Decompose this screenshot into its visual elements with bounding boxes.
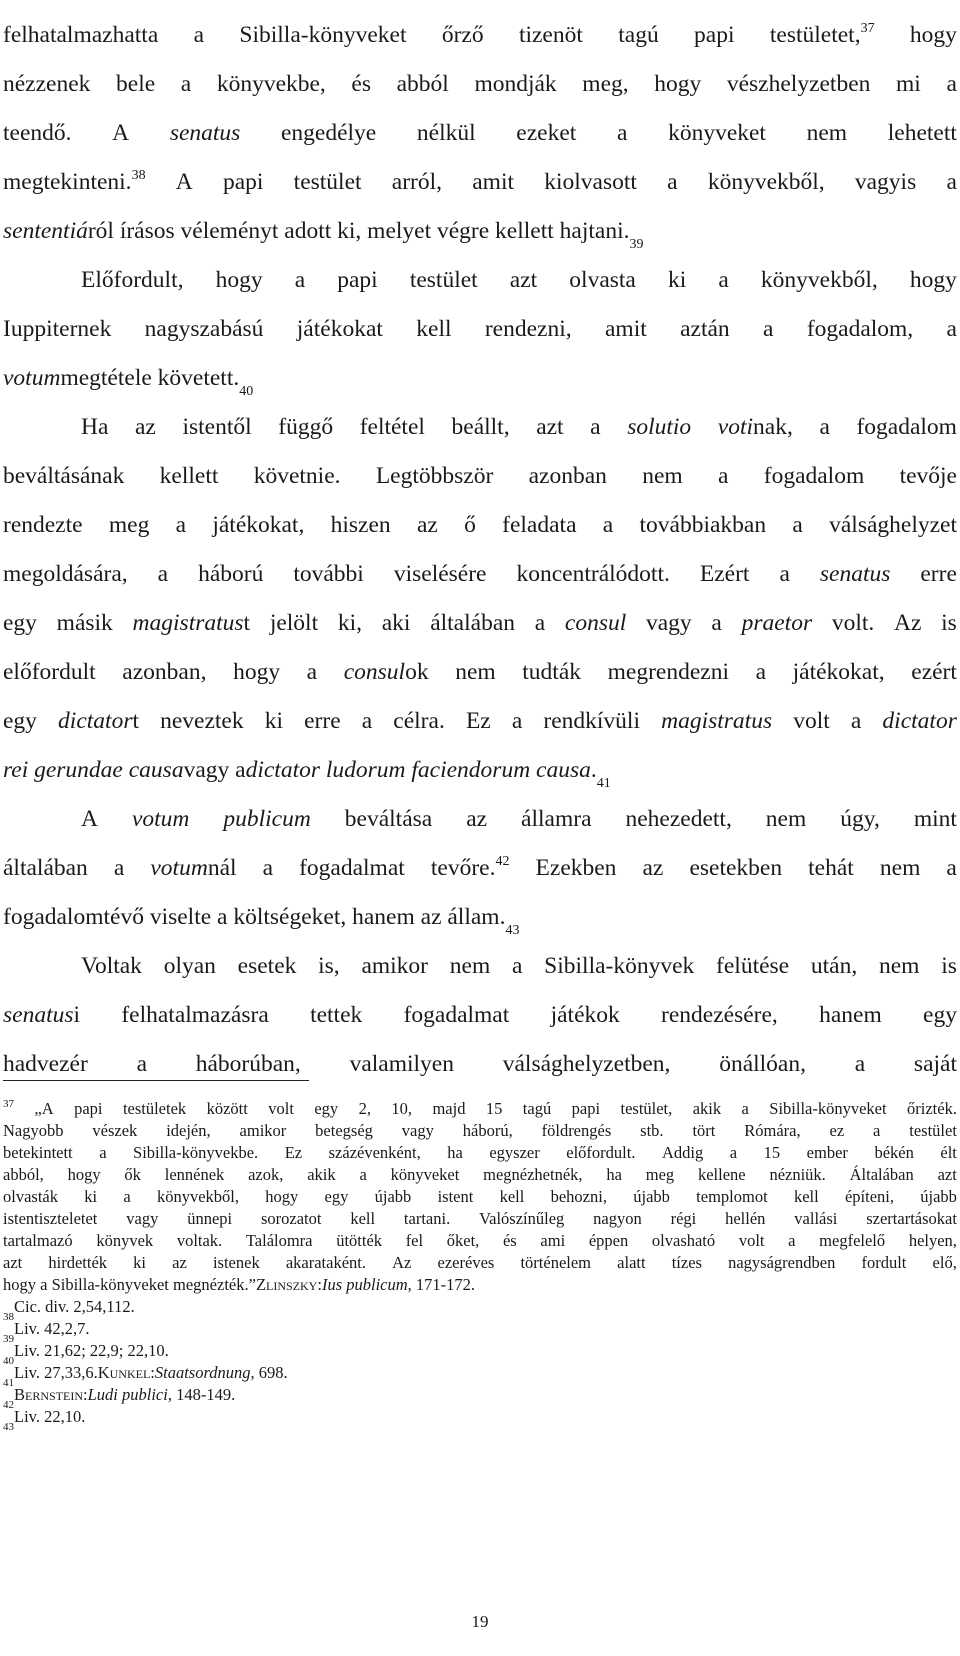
body-line: sententiá ról írásos véleményt adott ki, melyet végre kellett hajtani. 39 [3,218,644,252]
body-text [3,0,957,1078]
body-line: megoldására, a háború további viselésére koncentrálódott. Ezért a senatus erre [3,561,957,587]
body-line: Voltak olyan esetek is, amikor nem a Sibilla-könyvek felütése után, nem is [81,953,957,979]
footnote-line: 42 Bernstein : Ludi publici , 148-149. [3,1385,236,1411]
footnote-line: tartalmazó könyvek voltak. Találomra ütötték fel őket, és ami éppen olvasható volt a megfelelő helyen, [3,1231,957,1250]
footnote-line: 38 Cic. div. 2,54,112. [3,1297,135,1323]
body-line: megtekinteni.$^{38}$ A papi testület arról, amit kiolvasott a könyvekből, vagyis a [3,168,957,195]
body-line: teendő. A senatus engedélye nélkül ezeket a könyveket nem lehetett [3,120,957,146]
body-line: nézzenek bele a könyvekbe, és abból mondják meg, hogy vészhelyzetben mi a [3,71,957,97]
footnotes [3,1097,957,1433]
body-line: Iuppiternek nagyszabású játékokat kell rendezni, amit aztán a fogadalom, a [3,316,957,342]
body-line: Előfordult, hogy a papi testület azt olvasta ki a könyvekből, hogy [81,267,957,293]
footnote-line: $^{37}$ „A papi testületek között volt egy 2, 10, majd 15 tagú papi testület, akik a Sibilla-könyveket őrizték. [3,1098,957,1118]
footnote-line: istentiszteletet vagy ünnepi sorozatot kell tartani. Valószínűleg nagyon régi hellén vallási szertartásokat [3,1209,957,1228]
body-line: egy dictatort neveztek ki erre a célra. Ez a rendkívüli magistratus volt a dictator [3,708,957,734]
footnote-separator [3,1080,309,1081]
footnote-line: betekintett a Sibilla-könyvekbe. Ez százévenként, ha egyszer előfordult. Addig a 15 ember békén élt [3,1143,957,1162]
body-line: beváltásának kellett követnie. Legtöbbször azonban nem a fogadalom tevője [3,463,957,489]
body-line: felhatalmazhatta a Sibilla-könyveket őrző tizenöt tagú papi testületet,$^{37}$ hogy [3,21,957,48]
body-line: senatusi felhatalmazásra tettek fogadalmat játékok rendezésére, hanem egy [3,1002,957,1028]
body-line: előfordult azonban, hogy a consulok nem tudták megrendezni a játékokat, ezért [3,659,957,685]
body-line: A votum publicum beváltása az államra nehezedett, nem úgy, mint [81,806,957,832]
footnote-line: 41 Liv. 27,33,6. Kunkel : Staatsordnung , 698. [3,1363,288,1389]
body-line: általában a votumnál a fogadalmat tevőre.$^{42}$ Ezekben az esetekben tehát nem a [3,854,957,881]
footnote-line: 40 Liv. 21,62; 22,9; 22,10. [3,1341,169,1367]
footnote-line: 43 Liv. 22,10. [3,1407,86,1433]
footnote-line: 39 Liv. 42,2,7. [3,1319,90,1345]
footnote-line: azt hirdették ki az istenek akarataként. Az ezeréves történelem alatt tízes nagyságrendben fordult elő, [3,1253,957,1272]
footnote-line: olvasták ki a könyvekből, hogy egy újabb istent kell behozni, újabb templomot kell építeni, újabb [3,1187,957,1206]
footnote-line: hogy a Sibilla-könyveket megnézték.” Zlinszky : Ius publicum , 171-172. [3,1275,476,1294]
body-line: egy másik magistratust jelölt ki, aki általában a consul vagy a praetor volt. Az is [3,610,957,636]
body-line: hadvezér a háborúban, valamilyen válsághelyzetben, önállóan, a saját [3,1051,957,1077]
body-line: votum megtétele követett. 40 [3,365,254,399]
body-line: rei gerundae causa vagy a dictator ludorum faciendorum causa . 41 [3,757,611,791]
page-number: 19 [471,1612,489,1631]
footnote-line: Nagyobb vészek idején, amikor betegség vagy háború, földrengés stb. tört Rómára, ez a testület [3,1121,957,1140]
body-line: fogadalomtévő viselte a költségeket, hanem az állam. 43 [3,904,520,938]
body-line: Ha az istentől függő feltétel beállt, azt a solutio votinak, a fogadalom [81,414,957,440]
footnote-line: abból, hogy ők lennének azok, akik a könyveket megnézhetnék, ha meg kellene nézniük. Általában azt [3,1165,957,1184]
body-line: rendezte meg a játékokat, hiszen az ő feladata a továbbiakban a válsághelyzet [3,512,957,538]
